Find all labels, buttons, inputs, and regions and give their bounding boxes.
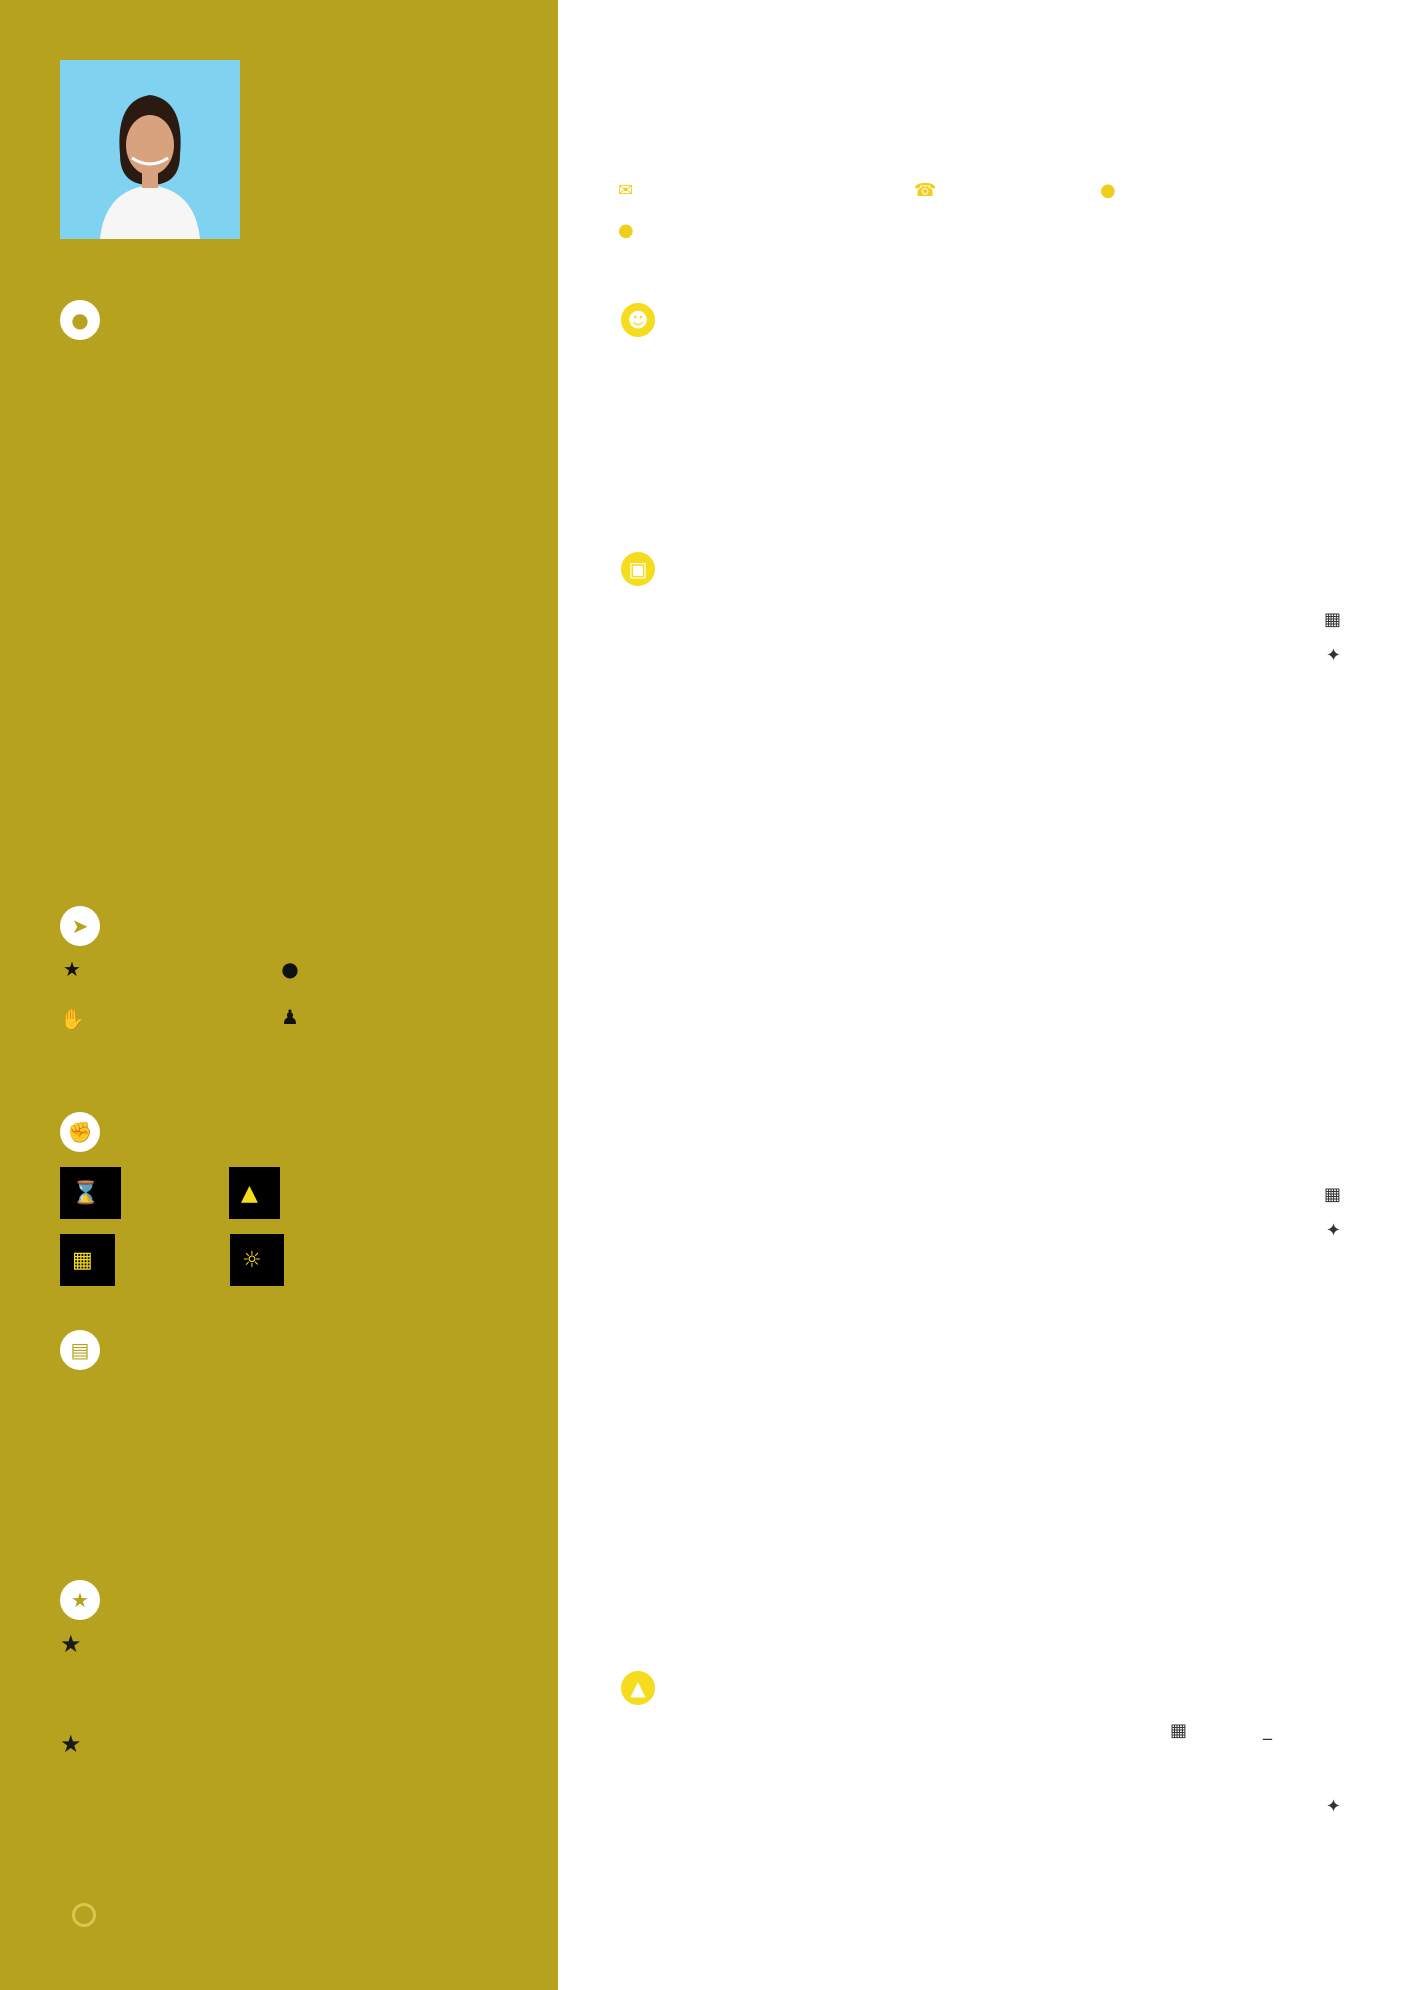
interest-item bbox=[278, 1005, 312, 1029]
job1-dates bbox=[1324, 609, 1349, 630]
skills-header bbox=[60, 300, 114, 340]
calendar-icon: ▦ bbox=[1170, 1720, 1188, 1741]
contact-location bbox=[1100, 180, 1130, 201]
strength-chip bbox=[60, 1167, 121, 1219]
experience-header bbox=[618, 549, 674, 589]
shooting-star-icon: ★ bbox=[60, 1630, 82, 1658]
pin-icon: ✦ bbox=[1325, 1220, 1341, 1241]
fist-icon: ✊ bbox=[60, 1112, 100, 1152]
strength-chip bbox=[230, 1234, 284, 1286]
paper-plane-icon: ➤ bbox=[60, 906, 100, 946]
users-icon: ♟ bbox=[281, 1005, 299, 1029]
strength-chip bbox=[60, 1234, 115, 1286]
interest-item bbox=[278, 957, 312, 981]
education-dates: ▦ _ bbox=[1170, 1720, 1273, 1741]
hourglass-icon: ⌛ bbox=[72, 1180, 100, 1206]
achievement-item bbox=[60, 1630, 500, 1658]
contact-website[interactable] bbox=[618, 220, 648, 241]
interest-item bbox=[60, 1005, 250, 1033]
summary-header bbox=[618, 300, 674, 340]
briefcase-icon: ▣ bbox=[618, 549, 658, 589]
job2-location bbox=[1326, 1220, 1349, 1241]
star-icon: ★ bbox=[63, 957, 81, 981]
language-card-icon: ▤ bbox=[60, 1330, 100, 1370]
interests-header bbox=[60, 906, 114, 946]
interest-item bbox=[60, 957, 94, 981]
achievement-item bbox=[60, 1730, 500, 1758]
strengths-header bbox=[60, 1112, 114, 1152]
pin-icon: ✦ bbox=[1325, 1796, 1341, 1817]
education-header bbox=[618, 1668, 674, 1708]
shooting-star-icon: ★ bbox=[60, 1730, 82, 1758]
mountain-icon: ▲ bbox=[241, 1180, 258, 1206]
star-badge-icon: ★ bbox=[60, 1580, 100, 1620]
strength-chip bbox=[229, 1167, 280, 1219]
calendar-icon: ▦ bbox=[1323, 609, 1341, 630]
contact-email[interactable] bbox=[618, 180, 647, 201]
phone-icon: ☎ bbox=[914, 180, 937, 201]
sidebar bbox=[0, 0, 558, 1990]
job1-location bbox=[1326, 645, 1349, 666]
achievements-header bbox=[60, 1580, 114, 1620]
hand-icon: ✋ bbox=[60, 1007, 85, 1031]
user-icon: ☻ bbox=[618, 300, 658, 340]
map-pin-icon: ● bbox=[1100, 180, 1116, 201]
contact-phone[interactable] bbox=[914, 180, 950, 201]
qwikresume-logo-icon bbox=[72, 1903, 96, 1927]
education-location bbox=[1326, 1796, 1349, 1817]
calendar-icon: ▦ bbox=[72, 1247, 93, 1273]
envelope-icon: ✉ bbox=[618, 180, 634, 201]
powered-by bbox=[60, 1903, 108, 1927]
graduation-icon: ▲ bbox=[618, 1668, 658, 1708]
lightbulb-icon: ● bbox=[60, 300, 100, 340]
languages-header bbox=[60, 1330, 114, 1370]
globe-icon: ● bbox=[281, 957, 299, 981]
job2-dates bbox=[1324, 1184, 1349, 1205]
pin-icon: ✦ bbox=[1325, 645, 1341, 666]
globe-icon: ● bbox=[618, 220, 634, 241]
profile-photo bbox=[60, 60, 240, 239]
sun-icon: ☼ bbox=[242, 1247, 262, 1273]
calendar-icon: ▦ bbox=[1323, 1184, 1341, 1205]
